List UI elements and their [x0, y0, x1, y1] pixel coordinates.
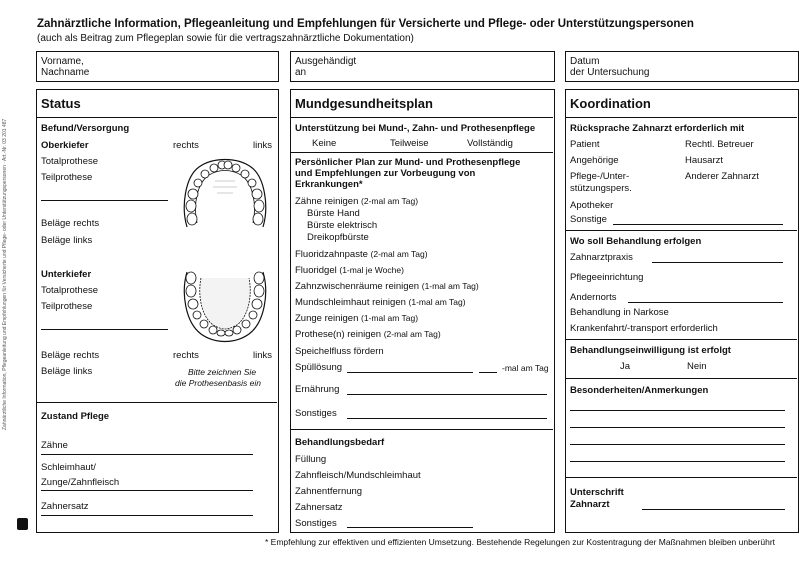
page-title: Zahnärztliche Information, Pflegeanleitung und Empfehlungen für Versicherte und Pflege- oder Unterstützungspersonen — [37, 18, 694, 30]
support-heading: Unterstützung bei Mund-, Zahn- und Prothesenpflege — [295, 123, 536, 134]
prothese-reinigen[interactable]: Prothese(n) reinigen — [295, 329, 382, 340]
signature-line[interactable] — [642, 509, 785, 510]
handed-to-label: an — [295, 67, 307, 78]
ok-belaege-rechts: Beläge rechts — [41, 218, 100, 229]
personal-plan-l2: und Empfehlungen zur Vorbeugung von — [295, 168, 476, 179]
footnote: * Empfehlung zur effektiven und effizienten Umsetzung. Bestehende Regelungen zur Kostentragung der Maßnahmen bleiben unberührt — [265, 537, 776, 547]
ok-links: links — [253, 140, 273, 151]
ok-totalprothese: Totalprothese — [41, 156, 99, 167]
koordination-title: Koordination — [570, 96, 651, 111]
mundschleimhaut[interactable]: Mundschleimhaut reinigen — [295, 297, 406, 308]
zustand-title: Zustand Pflege — [41, 411, 110, 422]
surname-label: Nachname — [41, 67, 90, 78]
zahnzwischenraeume[interactable]: Zahnzwischenräume reinigen — [295, 281, 420, 292]
spuel-freq: -mal am Tag — [502, 363, 549, 373]
ok-rechts: rechts — [173, 140, 199, 151]
note-line-2[interactable] — [570, 427, 785, 428]
ok-belaege-links: Beläge links — [41, 235, 93, 246]
speichelfluss[interactable]: Speichelfluss fördern — [295, 346, 384, 357]
zustand-schleim1: Schleimhaut/ — [41, 462, 96, 473]
opt-zahnarztpraxis[interactable]: Zahnarztpraxis — [570, 252, 633, 263]
bedarf-zahnersatz[interactable]: Zahnersatz — [295, 502, 343, 513]
uk-totalprothese: Totalprothese — [41, 285, 99, 296]
personal-plan-l1: Persönlicher Plan zur Mund- und Prothesenpflege — [295, 157, 521, 168]
unterschrift-l2: Zahnarzt — [570, 499, 610, 510]
zaehne-freq: (2-mal am Tag) — [361, 196, 419, 206]
personal-plan-l3: Erkrankungen* — [295, 179, 363, 190]
opt-pflege-l2: stützungspers. — [570, 183, 632, 194]
ok-teil-line[interactable] — [41, 200, 168, 201]
spuelloesung: Spüllösung — [295, 362, 343, 373]
schleimhaut-freq: (1-mal am Tag) — [408, 297, 466, 307]
opt-narkose[interactable]: Behandlung in Narkose — [570, 307, 669, 318]
hint-line2: die Prothesenbasis ein — [175, 378, 262, 388]
note-line-1[interactable] — [570, 410, 785, 411]
name-field[interactable] — [36, 51, 279, 82]
opt-apotheker[interactable]: Apotheker — [570, 200, 614, 211]
side-print-text: Zahnärztliche Information, Pflegeanleitung und Empfehlungen für Versicherte und Pflege- oder Unterstützungspersonen · Art.-Nr. 03 201 487 — [2, 118, 8, 430]
uk-links: links — [253, 350, 273, 361]
ernaehrung: Ernährung — [295, 384, 340, 395]
opt-vollstaendig[interactable]: Vollständig — [467, 138, 513, 149]
wo-heading: Wo soll Behandlung erfolgen — [570, 236, 702, 247]
exam-date-field[interactable] — [565, 51, 799, 82]
handed-to-field[interactable] — [290, 51, 555, 82]
fluoridgel-freq: (1-mal je Woche) — [339, 265, 404, 275]
plan-title: Mundgesundheitsplan — [295, 96, 433, 111]
unterschrift-l1: Unterschrift — [570, 487, 624, 498]
bedarf-sonstiges-line[interactable] — [347, 527, 473, 528]
status-title: Status — [41, 96, 81, 111]
zaehne-reinigen[interactable]: Zähne reinigen — [295, 196, 359, 207]
upper-jaw-diagram[interactable] — [175, 157, 275, 237]
opt-patient[interactable]: Patient — [570, 139, 600, 150]
status-panel — [36, 89, 279, 533]
buerste-hand[interactable]: Bürste Hand — [307, 208, 360, 219]
uk-rechts: rechts — [173, 350, 199, 361]
opt-keine[interactable]: Keine — [312, 138, 337, 149]
fluoridzahnpaste[interactable]: Fluoridzahnpaste — [295, 249, 368, 260]
zaehne-line[interactable] — [41, 454, 253, 455]
fluoridgel[interactable]: Fluoridgel — [295, 265, 337, 276]
besonderheiten-heading: Besonderheiten/Anmerkungen — [570, 385, 709, 396]
koord-sonstige: Sonstige — [570, 214, 607, 225]
bedarf-zahnfleisch[interactable]: Zahnfleisch/Mundschleimhaut — [295, 470, 421, 481]
opt-pflegeeinrichtung[interactable]: Pflegeeinrichtung — [570, 272, 644, 283]
fluoridzahnpaste-freq: (2-mal am Tag) — [370, 249, 428, 259]
plan-panel — [290, 89, 555, 533]
opt-anderer-zahnarzt[interactable]: Anderer Zahnarzt — [685, 171, 759, 182]
spuel-line[interactable] — [347, 372, 473, 373]
plan-sonstiges: Sonstiges — [295, 408, 337, 419]
bedarf-zahnentfernung[interactable]: Zahnentfernung — [295, 486, 363, 497]
hint-line1: Bitte zeichnen Sie — [188, 367, 257, 377]
andernorts-line[interactable] — [628, 302, 783, 303]
opt-ja[interactable]: Ja — [620, 361, 631, 372]
opt-teilweise[interactable]: Teilweise — [390, 138, 429, 149]
befund-heading: Befund/Versorgung — [41, 123, 130, 134]
opt-hausarzt[interactable]: Hausarzt — [685, 155, 724, 166]
name-label: Vorname, — [41, 56, 84, 67]
bedarf-sonstiges: Sonstiges — [295, 518, 337, 529]
zustand-zaehne: Zähne — [41, 440, 68, 451]
einwilligung-heading: Behandlungseinwilligung ist erfolgt — [570, 345, 731, 356]
opt-transport[interactable]: Krankenfahrt/-transport erforderlich — [570, 323, 718, 334]
schleim-line[interactable] — [41, 490, 253, 491]
buerste-elektrisch[interactable]: Bürste elektrisch — [307, 220, 378, 231]
date-label: Datum — [570, 56, 600, 67]
opt-angehoerige[interactable]: Angehörige — [570, 155, 619, 166]
zwischen-freq: (1-mal am Tag) — [421, 281, 479, 291]
zustand-schleim2: Zunge/Zahnfleisch — [41, 477, 120, 488]
uk-teilprothese: Teilprothese — [41, 301, 93, 312]
oberkiefer-label: Oberkiefer — [41, 140, 89, 151]
bedarf-fuellung[interactable]: Füllung — [295, 454, 327, 465]
note-line-4[interactable] — [570, 461, 785, 462]
opt-pflege-l1[interactable]: Pflege-/Unter- — [570, 171, 630, 182]
zahnersatz-line[interactable] — [41, 515, 253, 516]
koord-sonstige-line[interactable] — [613, 224, 783, 225]
zunge-freq: (1-mal am Tag) — [361, 313, 419, 323]
page-subtitle: (auch als Beitrag zum Pflegeplan sowie für die vertragszahnärztliche Dokumentation) — [37, 33, 414, 44]
spuel-count-line[interactable] — [479, 372, 497, 373]
note-line-3[interactable] — [570, 444, 785, 445]
logo-icon — [17, 518, 28, 530]
ok-teilprothese: Teilprothese — [41, 172, 93, 183]
uk-belaege-links: Beläge links — [41, 366, 93, 377]
lower-jaw-diagram[interactable] — [175, 268, 275, 348]
prothese-freq: (2-mal am Tag) — [383, 329, 441, 339]
ernaehrung-line[interactable] — [347, 394, 547, 395]
bedarf-title: Behandlungsbedarf — [295, 437, 385, 448]
exam-date-label: der Untersuchung — [570, 67, 650, 78]
dreikopfbuerste[interactable]: Dreikopfbürste — [307, 232, 369, 243]
opt-nein[interactable]: Nein — [687, 361, 707, 372]
uk-teil-line[interactable] — [41, 329, 168, 330]
opt-andernorts[interactable]: Andernorts — [570, 292, 617, 303]
uk-belaege-rechts: Beläge rechts — [41, 350, 100, 361]
ruecksprache-heading: Rücksprache Zahnarzt erforderlich mit — [570, 123, 745, 134]
zustand-zahnersatz: Zahnersatz — [41, 501, 89, 512]
praxis-line[interactable] — [652, 262, 783, 263]
plan-sonstiges-line[interactable] — [347, 418, 547, 419]
handed-label: Ausgehändigt — [295, 56, 357, 67]
unterkiefer-label: Unterkiefer — [41, 269, 92, 280]
zunge-reinigen[interactable]: Zunge reinigen — [295, 313, 359, 324]
opt-betreuer[interactable]: Rechtl. Betreuer — [685, 139, 754, 150]
koordination-panel — [565, 89, 799, 533]
